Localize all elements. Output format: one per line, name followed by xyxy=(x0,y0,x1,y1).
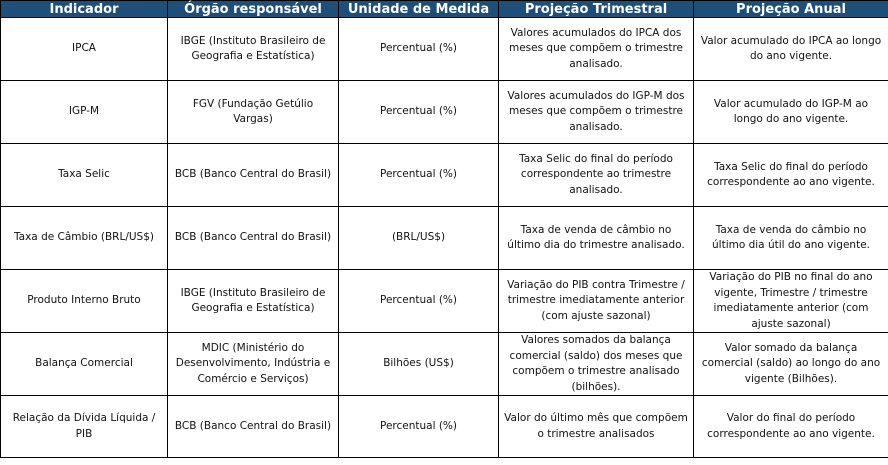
table-body xyxy=(1,18,888,458)
header-trimestral: Projeção Trimestral xyxy=(499,1,694,18)
table-row xyxy=(1,18,888,81)
cell-orgao: FGV (Fundação Getúlio Vargas) xyxy=(168,81,339,144)
table-header xyxy=(1,1,888,18)
cell-unidade: Bilhões (US$) xyxy=(339,333,499,396)
table-row xyxy=(1,396,888,458)
cell-trimestral: Valores somados da balança comercial (saldo) dos meses que compõem o trimestre analisado (bilhões). xyxy=(499,333,694,396)
header-row xyxy=(1,1,888,18)
cell-unidade: Percentual (%) xyxy=(339,144,499,207)
cell-unidade: Percentual (%) xyxy=(339,270,499,333)
table-row xyxy=(1,81,888,144)
cell-trimestral: Taxa Selic do final do período correspondente ao trimestre analisado. xyxy=(499,144,694,207)
cell-indicador: Produto Interno Bruto xyxy=(1,270,168,333)
cell-anual: Taxa de venda do câmbio no último dia útil do ano vigente. xyxy=(694,207,888,270)
cell-orgao: BCB (Banco Central do Brasil) xyxy=(168,207,339,270)
cell-indicador: IGP-M xyxy=(1,81,168,144)
cell-orgao: IBGE (Instituto Brasileiro de Geografia e Estatística) xyxy=(168,18,339,81)
cell-anual: Taxa Selic do final do período correspondente ao ano vigente. xyxy=(694,144,888,207)
cell-unidade: Percentual (%) xyxy=(339,396,499,458)
cell-trimestral: Valores acumulados do IGP-M dos meses que compõem o trimestre analisado. xyxy=(499,81,694,144)
cell-trimestral: Valor do último mês que compõem o trimestre analisados xyxy=(499,396,694,458)
cell-orgao: IBGE (Instituto Brasileiro de Geografia e Estatística) xyxy=(168,270,339,333)
cell-trimestral: Taxa de venda de câmbio no último dia do trimestre analisado. xyxy=(499,207,694,270)
cell-orgao: MDIC (Ministério do Desenvolvimento, Indústria e Comércio e Serviços) xyxy=(168,333,339,396)
cell-orgao: BCB (Banco Central do Brasil) xyxy=(168,396,339,458)
cell-orgao: BCB (Banco Central do Brasil) xyxy=(168,144,339,207)
cell-trimestral: Valores acumulados do IPCA dos meses que compõem o trimestre analisado. xyxy=(499,18,694,81)
header-orgao: Órgão responsável xyxy=(168,1,339,18)
header-unidade: Unidade de Medida xyxy=(339,1,499,18)
cell-anual: Valor do final do período correspondente ao ano vigente. xyxy=(694,396,888,458)
header-anual: Projeção Anual xyxy=(694,1,888,18)
cell-indicador: Relação da Dívida Líquida / PIB xyxy=(1,396,168,458)
header-indicador: Indicador xyxy=(1,1,168,18)
cell-unidade: (BRL/US$) xyxy=(339,207,499,270)
table-row xyxy=(1,333,888,396)
cell-unidade: Percentual (%) xyxy=(339,81,499,144)
table-row xyxy=(1,144,888,207)
table-row xyxy=(1,270,888,333)
cell-anual: Valor acumulado do IGP-M ao longo do ano vigente. xyxy=(694,81,888,144)
cell-anual: Valor acumulado do IPCA ao longo do ano vigente. xyxy=(694,18,888,81)
cell-indicador: Taxa Selic xyxy=(1,144,168,207)
cell-trimestral: Variação do PIB contra Trimestre / trimestre imediatamente anterior (com ajuste sazonal) xyxy=(499,270,694,333)
table-row xyxy=(1,207,888,270)
cell-anual: Valor somado da balança comercial (saldo) ao longo do ano vigente (Bilhões). xyxy=(694,333,888,396)
cell-anual: Variação do PIB no final do ano vigente, Trimestre / trimestre imediatamente anterior (com ajuste sazonal) xyxy=(694,270,888,333)
cell-indicador: IPCA xyxy=(1,18,168,81)
cell-unidade: Percentual (%) xyxy=(339,18,499,81)
cell-indicador: Balança Comercial xyxy=(1,333,168,396)
cell-indicador: Taxa de Câmbio (BRL/US$) xyxy=(1,207,168,270)
